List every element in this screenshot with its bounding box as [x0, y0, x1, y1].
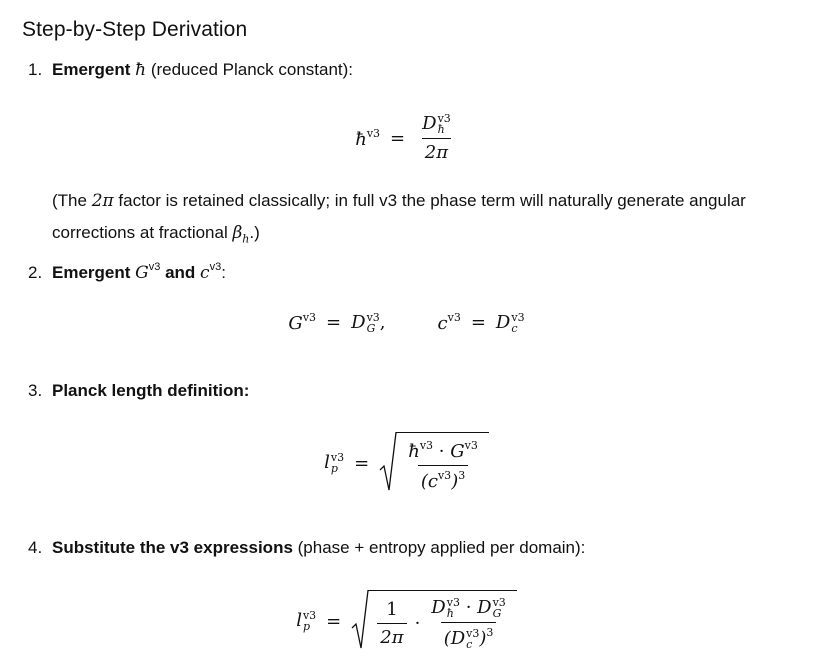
numerator: D v3 ħ	[422, 112, 451, 136]
step-title-bold: Planck length definition:	[52, 381, 250, 400]
denominator: $(c^{v3})^3$	[418, 465, 468, 492]
step-title-bold: Emergent	[52, 60, 136, 79]
fraction-one-over-two-pi	[377, 599, 406, 648]
denominator: 2π	[422, 138, 451, 163]
step-number: 4.	[28, 538, 43, 557]
step-2-title: 2. Emergent $G^{v3}$ and $c^{v3}$:	[28, 261, 226, 283]
equation-g-c	[0, 311, 813, 334]
numerator: D v3 ħ · D v3 G	[431, 596, 506, 620]
step-3-title	[28, 381, 249, 401]
equals-sign: =	[326, 610, 342, 632]
step-title-bold: Emergent $G^{v3}$ and $c^{v3}$	[52, 261, 222, 283]
step-number: 2.	[28, 263, 43, 282]
equals-sign: =	[470, 312, 486, 333]
hbar-symbol: ħ	[135, 60, 147, 80]
fraction	[405, 439, 481, 492]
step-title-rest: (phase + entropy applied per domain):	[292, 538, 586, 557]
dot-operator: ·	[414, 613, 421, 634]
hbar-lhs: $ħ^{v3}$	[355, 126, 381, 150]
denominator: (D v3 c )$^3$	[441, 622, 497, 650]
lp-lhs: l v3 p	[296, 609, 317, 633]
numerator: 1	[386, 599, 398, 620]
step-1-title	[28, 60, 353, 80]
equation-substituted	[0, 590, 813, 652]
equation-hbar	[0, 113, 813, 163]
equals-sign: =	[390, 127, 406, 149]
section-heading: Step-by-Step Derivation	[22, 18, 248, 41]
step-number: 3.	[28, 381, 43, 400]
dg-rhs: D v3 G	[351, 310, 380, 335]
step-1-note	[52, 185, 746, 254]
equals-sign: =	[326, 312, 342, 333]
denominator: 2π	[377, 623, 406, 648]
square-root	[351, 590, 517, 652]
comma: ,	[379, 312, 386, 333]
fraction	[419, 113, 454, 163]
step-number: 1.	[28, 60, 43, 79]
step-4-title	[28, 538, 585, 558]
fraction-domains	[428, 597, 509, 650]
lp-lhs: l v3 p	[324, 451, 345, 475]
step-title-bold: Substitute the v3 expressions	[52, 538, 293, 557]
c-lhs: $c^{v3}$	[437, 311, 461, 334]
radical-sign-icon	[351, 590, 369, 652]
dc-rhs: D v3 c	[495, 310, 525, 335]
equals-sign: =	[354, 452, 370, 474]
note-line-2: corrections at fractional $\beta_h$.)	[52, 223, 260, 246]
radical-sign-icon	[379, 432, 397, 494]
step-title-rest: (reduced Planck constant):	[146, 60, 354, 79]
numerator: $ħ^{v3} \cdot G^{v3}$	[408, 439, 478, 462]
equation-planck-length	[0, 432, 813, 494]
note-line-1: (The 2π factor is retained classically; in full v3 the phase term will naturally generate angular	[52, 191, 746, 211]
g-lhs: $G^{v3}$	[288, 311, 317, 334]
square-root	[379, 432, 489, 494]
